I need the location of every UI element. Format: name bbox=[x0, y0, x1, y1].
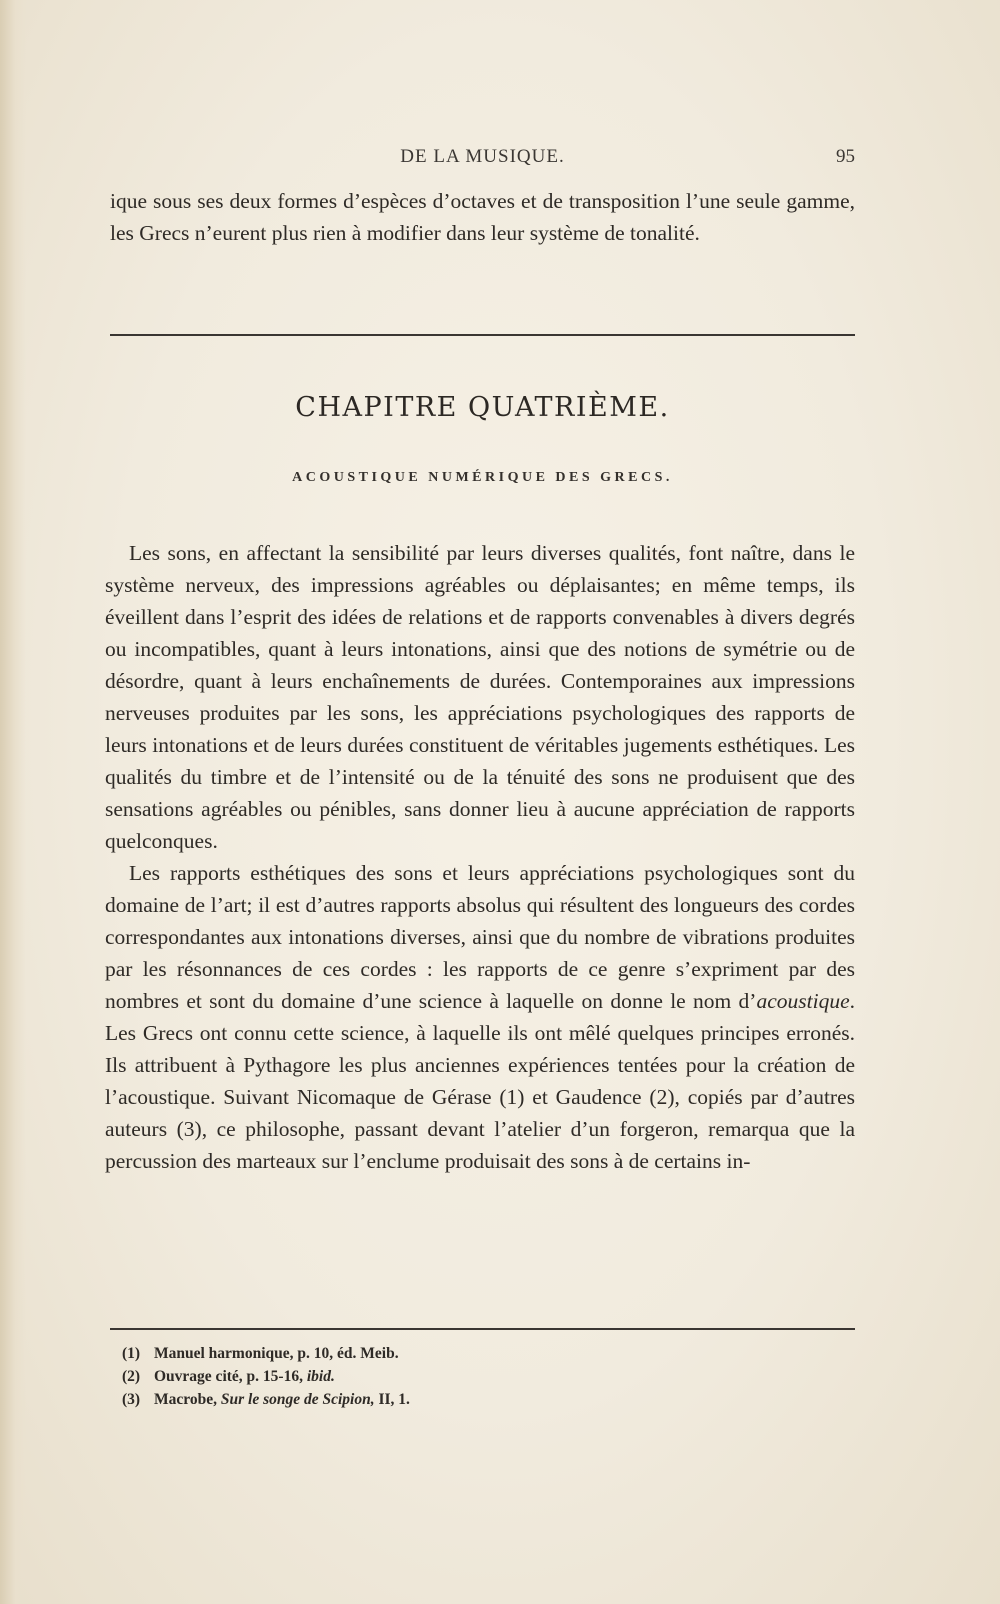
footnote-text: Ouvrage cité, p. 15-16, bbox=[154, 1368, 307, 1385]
footnote-mark: (2) bbox=[122, 1368, 141, 1385]
footnotes bbox=[122, 1342, 852, 1411]
body-paragraph-1: Les sons, en affectant la sensibilité par leurs diverses qualités, font naître, dans le système nerveux, des impressions agréables ou déplaisantes; en même temps, ils éveillent dans l’esprit des idées de relations et de rapports convenables à divers degrés ou incompatibles, quant à leurs intonations, ainsi que des notions de symétrie ou de désordre, quant à leurs enchaînements de durées. Contemporaines aux impressions nerveuses produites par les sons, les appréciations psychologiques des rapports de leurs intonations et de leurs durées constituent de véritables jugements esthétiques. Les qualités du timbre et de l’intensité ou de la ténuité des sons ne produisent que des sensations agréables ou pénibles, sans donner lieu à aucune appréciation de rapports quelconques. bbox=[105, 541, 855, 853]
running-title: DE LA MUSIQUE. bbox=[400, 146, 565, 167]
page-header bbox=[110, 146, 855, 174]
footnote-after: II, 1. bbox=[374, 1391, 410, 1408]
footnote-text: Macrobe, bbox=[154, 1391, 221, 1408]
chapter-body bbox=[105, 537, 855, 1177]
footnote-1 bbox=[122, 1342, 852, 1365]
intro-paragraph bbox=[110, 185, 855, 249]
chapter-title: CHAPITRE QUATRIÈME. bbox=[295, 392, 670, 423]
page-spine-shadow bbox=[0, 0, 26, 1604]
footnote-italic: Sur le songe de Scipion, bbox=[220, 1391, 375, 1408]
intro-text: ique sous ses deux formes d’espèces d’octaves et de transposition l’une seule gamme, les Grecs n’eurent plus rien à modifier dans leur système de tonalité. bbox=[110, 189, 855, 245]
term-acoustique: acoustique bbox=[756, 989, 850, 1013]
footnote-italic: ibid. bbox=[306, 1368, 335, 1385]
chapter-divider-rule bbox=[110, 334, 855, 336]
footnote-2 bbox=[122, 1365, 852, 1388]
chapter-subtitle: ACOUSTIQUE NUMÉRIQUE DES GRECS. bbox=[292, 470, 673, 485]
paragraph-2-after-term: . Les Grecs ont connu cette science, à laquelle ils ont mêlé quelques principes erronés. Ils attribuent à Pythagore les plus anciennes expériences tentées pour la création de l’acoustique. Suivant Nicomaque de Gérase (1) et Gaudence (2), copiés par d’autres auteurs (3), ce philosophe, passant devant l’atelier d’un forgeron, remarqua que la percussion des marteaux sur l’enclume produisait des sons à de certains in- bbox=[105, 989, 855, 1173]
footnote-mark: (3) bbox=[122, 1391, 141, 1408]
body-paragraph-2 bbox=[105, 857, 855, 1177]
footnote-text: Manuel harmonique, p. 10, éd. Meib. bbox=[154, 1345, 399, 1362]
footnote-divider-rule bbox=[110, 1328, 855, 1330]
footnote-3 bbox=[122, 1388, 852, 1411]
paragraph-2-before-term: Les rapports esthétiques des sons et leurs appréciations psychologiques sont du domaine de l’art; il est d’autres rapports absolus qui résultent des longueurs des cordes correspondantes aux intonations diverses, ainsi que du nombre de vibrations produites par les résonnances de ces cordes : les rapports de ce genre s’expriment par des nombres et sont du domaine d’une science à laquelle on donne le nom d’ bbox=[105, 861, 855, 1013]
footnote-mark: (1) bbox=[122, 1345, 141, 1362]
page-number: 95 bbox=[836, 146, 855, 167]
